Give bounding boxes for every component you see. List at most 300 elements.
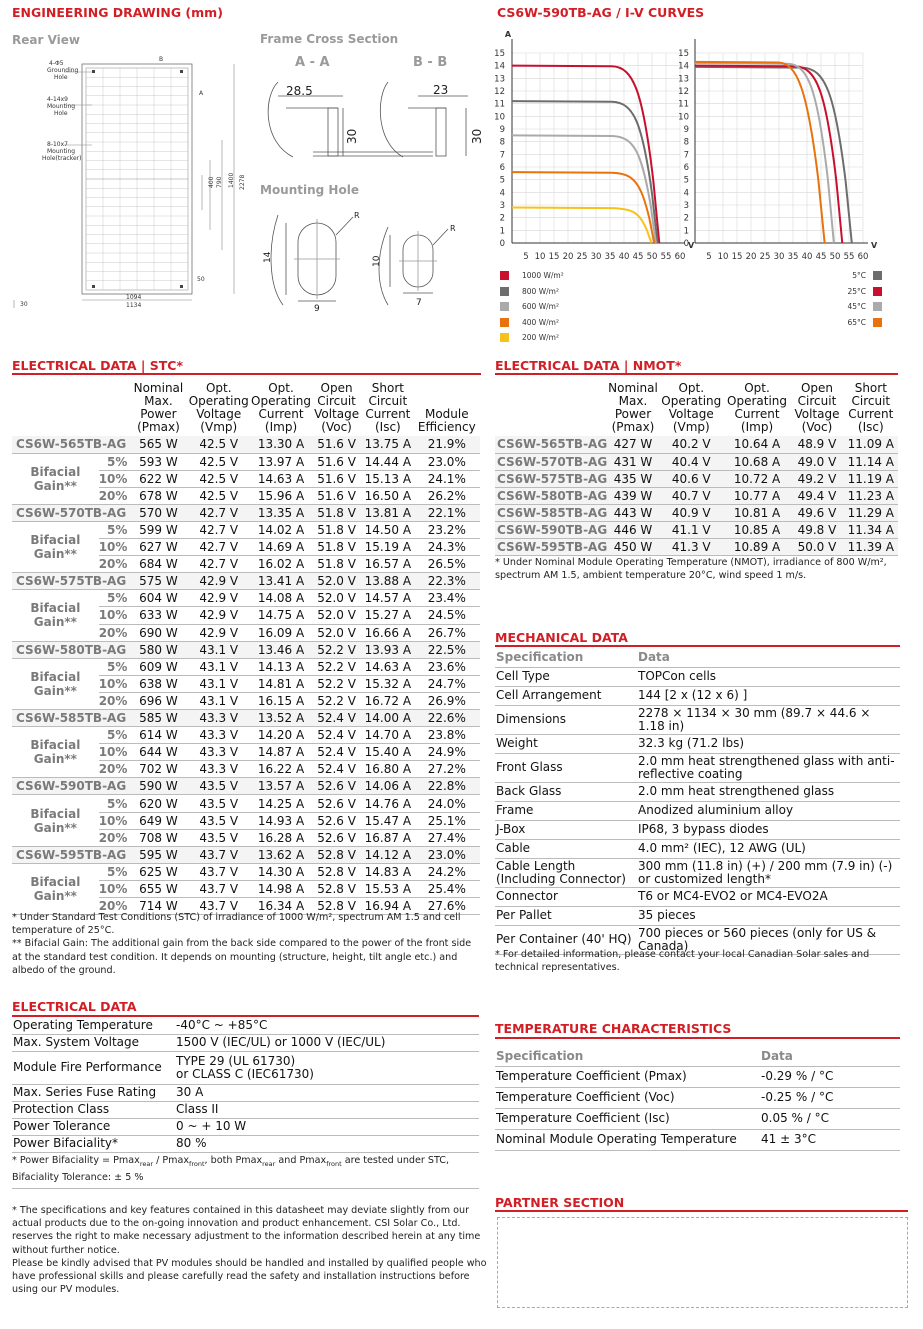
y-tick-label: 3 [499, 201, 505, 211]
section-aa-label: A - A [295, 55, 330, 70]
table-row [495, 1129, 900, 1150]
stc-cell: 43.7 V [186, 863, 251, 880]
stc-model-row [12, 641, 480, 658]
stc-cell: 14.69 A [251, 539, 311, 556]
stc-header-cell: Open Circuit Voltage (Voc) [314, 381, 360, 434]
table-header-row [495, 647, 900, 667]
nmot-cell: 49.8 V [790, 521, 843, 538]
stc-cell: 585 W [130, 710, 186, 727]
bifacial-gain-label: Bifacial Gain** [12, 453, 99, 504]
data-cell: 300 mm (11.8 in) (+) / 200 mm (7.9 in) (-) or customized length* [637, 858, 900, 887]
mechanical-title: MECHANICAL DATA [495, 630, 628, 645]
data-cell: 2.0 mm heat strengthened glass [637, 782, 900, 801]
stc-cell: 655 W [130, 880, 186, 897]
dim-bb-height: 30 [470, 128, 484, 144]
nmot-header-cell: Nominal Max. Power (Pmax) [608, 381, 658, 434]
stc-cell: 23.4% [414, 590, 480, 607]
table-row [12, 1034, 479, 1051]
stc-header-cell: Nominal Max. Power (Pmax) [133, 381, 184, 434]
stc-gain-row [12, 795, 480, 812]
stc-cell: 52.8 V [311, 898, 362, 915]
table-row [495, 705, 900, 734]
table-row [495, 801, 900, 820]
irradiance-legend [500, 268, 620, 346]
table-row [495, 686, 900, 705]
nmot-cell: 49.2 V [790, 470, 843, 487]
irradiance-legend-item [500, 315, 620, 331]
nmot-title: ELECTRICAL DATA | NMOT* [495, 358, 682, 373]
iv-curves-chart [488, 25, 888, 262]
dim-aa-width: 28.5 [286, 84, 313, 98]
stc-cell: 24.3% [414, 539, 480, 556]
stc-model-row [12, 504, 480, 521]
stc-cell: 13.46 A [251, 641, 311, 658]
gain-percent: 5% [99, 658, 131, 675]
spec-cell: Power Bifaciality* [12, 1135, 175, 1152]
stc-cell: 13.97 A [251, 453, 311, 470]
table-row [495, 858, 900, 887]
model-name: CS6W-580TB-AG [497, 488, 608, 503]
gain-percent: 10% [99, 812, 131, 829]
rear-view-label: Rear View [12, 33, 80, 47]
y-tick-label: 13 [678, 74, 689, 85]
nmot-note: * Under Nominal Module Operating Temperature (NMOT), irradiance of 800 W/m², spectrum AM 1.5, ambient temperature 20°C, wind speed 1 m/s. [495, 557, 887, 582]
x-tick-label: 25 [576, 252, 588, 262]
table-row [12, 1051, 479, 1084]
spec-cell: Connector [495, 887, 637, 906]
model-name: CS6W-595TB-AG [497, 540, 608, 555]
nmot-cell: 40.9 V [659, 504, 724, 521]
nmot-cell: 40.6 V [659, 470, 724, 487]
stc-cell: 16.02 A [251, 556, 311, 573]
nmot-cell: 11.19 A [844, 470, 898, 487]
stc-cell: 52.2 V [311, 675, 362, 692]
model-name: CS6W-585TB-AG [497, 505, 608, 520]
stc-cell: 24.1% [414, 470, 480, 487]
mounting-hole-note-2: Mounting [47, 103, 76, 110]
stc-cell: 22.6% [414, 710, 480, 727]
nmot-row [495, 436, 898, 453]
legend-swatch [500, 333, 509, 342]
x-tick-label: 15 [731, 252, 743, 262]
x-tick-label: 60 [674, 252, 686, 262]
nmot-cell: 446 W [607, 521, 659, 538]
x-tick-label: 40 [618, 252, 630, 262]
legend-label: 65°C [847, 317, 866, 327]
gain-percent: 5% [99, 795, 131, 812]
gain-percent: 20% [99, 624, 131, 641]
data-cell: 41 ± 3°C [760, 1129, 900, 1150]
stc-cell: 16.09 A [251, 624, 311, 641]
stc-cell: 649 W [130, 812, 186, 829]
y-tick-label: 12 [678, 87, 689, 97]
stc-cell: 42.9 V [186, 590, 251, 607]
stc-cell: 16.34 A [251, 898, 311, 915]
spec-cell: Max. Series Fuse Rating [12, 1084, 175, 1101]
y-tick-label: 7 [683, 150, 689, 161]
stc-cell: 13.81 A [362, 504, 413, 521]
model-name: CS6W-565TB-AG [497, 437, 608, 452]
table-row [495, 887, 900, 906]
frame-cross-section-label: Frame Cross Section [260, 32, 399, 46]
nmot-header-cell: Opt. Operating Voltage (Vmp) [661, 381, 722, 434]
nmot-cell: 11.14 A [844, 453, 898, 470]
stc-cell: 24.2% [414, 863, 480, 880]
gain-percent: 10% [99, 880, 131, 897]
stc-model-row [12, 846, 480, 863]
data-cell: 144 [2 x (12 x 6) ] [637, 686, 900, 705]
nmot-cell: 41.1 V [659, 521, 724, 538]
stc-cell: 575 W [130, 573, 186, 590]
spec-cell: Per Pallet [495, 906, 637, 925]
stc-title: ELECTRICAL DATA | STC* [12, 358, 184, 373]
stc-gain-row [12, 727, 480, 744]
nmot-header-row [495, 378, 898, 436]
stc-cell: 14.13 A [251, 658, 311, 675]
x-tick-label: 10 [717, 252, 729, 262]
stc-cell: 593 W [130, 453, 186, 470]
legend-swatch [500, 271, 509, 280]
stc-cell: 570 W [130, 504, 186, 521]
mechanical-note: * For detailed information, please contact your local Canadian Solar sales and technical representatives. [495, 949, 870, 974]
stc-cell: 52.6 V [311, 795, 362, 812]
gain-percent: 5% [99, 590, 131, 607]
stc-cell: 43.5 V [186, 812, 251, 829]
stc-cell: 14.70 A [362, 727, 413, 744]
y-tick-label: 11 [494, 99, 505, 110]
data-cell: -0.25 % / °C [760, 1087, 900, 1108]
table-row [495, 1087, 900, 1108]
iv-panel-2 [678, 39, 878, 262]
stc-cell: 43.5 V [186, 829, 251, 846]
stc-cell: 42.7 V [186, 539, 251, 556]
stc-cell: 696 W [130, 692, 186, 709]
legend-swatch [873, 271, 882, 280]
x-tick-label: 55 [660, 252, 672, 262]
y-tick-label: 10 [678, 112, 689, 123]
stc-cell: 43.1 V [186, 675, 251, 692]
nmot-cell: 49.0 V [790, 453, 843, 470]
stc-cell: 22.5% [414, 641, 480, 658]
x-tick-label: 5 [523, 252, 529, 262]
stc-cell: 52.8 V [311, 863, 362, 880]
gain-percent: 20% [99, 556, 131, 573]
grounding-hole-note-2: Grounding [47, 67, 79, 74]
stc-cell: 16.28 A [251, 829, 311, 846]
bifacial-gain-label: Bifacial Gain** [12, 795, 99, 846]
stc-cell: 595 W [130, 846, 186, 863]
spec-cell: Temperature Coefficient (Isc) [495, 1108, 760, 1129]
x-tick-label: 30 [590, 252, 602, 262]
stc-cell: 52.6 V [311, 778, 362, 795]
stc-cell: 24.0% [414, 795, 480, 812]
stc-cell: 24.9% [414, 744, 480, 761]
spec-cell: Cell Arrangement [495, 686, 637, 705]
x-tick-label: 50 [829, 252, 841, 262]
stc-cell: 21.9% [414, 436, 480, 453]
spec-header: Specification [495, 647, 637, 667]
stc-cell: 52.4 V [311, 761, 362, 778]
nmot-cell: 11.29 A [844, 504, 898, 521]
nmot-header-cell: Opt. Operating Current (Imp) [727, 381, 788, 434]
stc-cell: 13.75 A [362, 436, 413, 453]
table-row [12, 1101, 479, 1118]
data-cell: 32.3 kg (71.2 lbs) [637, 734, 900, 753]
iv-series-45°C [695, 63, 834, 243]
y-tick-label: 11 [678, 99, 689, 110]
stc-cell: 52.0 V [311, 573, 362, 590]
disclaimer-divider [12, 1188, 479, 1189]
stc-cell: 627 W [130, 539, 186, 556]
stc-cell: 51.8 V [311, 539, 362, 556]
stc-table [12, 378, 480, 915]
electrical-table [12, 1017, 479, 1153]
stc-cell: 14.12 A [362, 846, 413, 863]
table-row [12, 1017, 479, 1034]
tracker-hole-note-1: 8-10x7 [47, 141, 68, 148]
table-row [12, 1084, 479, 1101]
stc-cell: 23.2% [414, 521, 480, 538]
legend-label: 400 W/m² [522, 317, 559, 327]
stc-cell: 43.3 V [186, 761, 251, 778]
stc-cell: 51.6 V [311, 453, 362, 470]
gain-percent: 20% [99, 829, 131, 846]
stc-notes [12, 911, 480, 977]
y-tick-label: 9 [499, 125, 505, 135]
irradiance-legend-item [500, 299, 620, 315]
stc-cell: 42.5 V [186, 487, 251, 504]
stc-cell: 23.0% [414, 453, 480, 470]
table-row [495, 782, 900, 801]
stc-cell: 644 W [130, 744, 186, 761]
electrical-note: * Power Bifaciality = Pmax$_{rear}$ / Pmax$_{front}$, both Pmax$_{rear}$ and Pmax$_{front}$ are tested under STC, Bifaciality Tolerance: ± 5 % [12, 1155, 450, 1184]
irradiance-legend-item [500, 330, 620, 346]
legend-label: 600 W/m² [522, 302, 559, 312]
bifacial-gain-label: Bifacial Gain** [12, 658, 99, 709]
stc-cell: 15.40 A [362, 744, 413, 761]
nmot-cell: 11.09 A [844, 436, 898, 453]
bifacial-gain-label: Bifacial Gain** [12, 521, 99, 572]
mounting-hole-note-3: Hole [54, 110, 68, 117]
stc-cell: 42.5 V [186, 453, 251, 470]
stc-cell: 42.9 V [186, 624, 251, 641]
x-tick-label: 20 [745, 252, 757, 262]
y-tick-label: 1 [499, 226, 505, 237]
model-name: CS6W-570TB-AG [497, 454, 608, 469]
y-tick-label: 12 [494, 87, 505, 97]
nmot-row [495, 470, 898, 487]
spec-cell: Back Glass [495, 782, 637, 801]
y-tick-label: 2 [683, 213, 689, 224]
stc-header-cell: Opt. Operating Voltage (Vmp) [188, 381, 249, 434]
partner-title: PARTNER SECTION [495, 1195, 625, 1210]
nmot-cell: 10.89 A [724, 539, 791, 556]
nmot-cell: 40.4 V [659, 453, 724, 470]
legend-label: 5°C [852, 271, 866, 281]
x-tick-label: 10 [534, 252, 546, 262]
stc-cell: 52.0 V [311, 607, 362, 624]
gain-percent: 5% [99, 727, 131, 744]
data-cell: Class II [175, 1101, 479, 1118]
temperature-legend-item [820, 315, 882, 331]
y-tick-label: 1 [683, 226, 689, 237]
stc-model-row [12, 710, 480, 727]
nmot-cell: 11.39 A [844, 539, 898, 556]
x-unit-label: V [688, 241, 695, 250]
stc-cell: 14.08 A [251, 590, 311, 607]
table-row [495, 839, 900, 858]
x-tick-label: 35 [604, 252, 616, 262]
stc-cell: 24.5% [414, 607, 480, 624]
stc-cell: 565 W [130, 436, 186, 453]
nmot-title-rule [495, 373, 898, 375]
y-tick-label: 14 [678, 61, 689, 72]
stc-cell: 16.22 A [251, 761, 311, 778]
gain-percent: 20% [99, 898, 131, 915]
stc-cell: 52.6 V [311, 829, 362, 846]
spec-cell: Cable [495, 839, 637, 858]
iv-series-65°C [695, 62, 825, 243]
iv-curves-title: CS6W-590TB-AG / I-V CURVES [497, 5, 705, 20]
model-name: CS6W-595TB-AG [12, 846, 130, 863]
stc-cell: 15.53 A [362, 880, 413, 897]
nmot-cell: 10.85 A [724, 521, 791, 538]
spec-cell: J-Box [495, 820, 637, 839]
stc-cell: 26.7% [414, 624, 480, 641]
nmot-cell: 41.3 V [659, 539, 724, 556]
disclaimer-1: * The specifications and key features contained in this datasheet may deviate slightly from our actual products due to the on-going innovation and product enhancement. CSI Solar Co., Ltd. reserves the right to make necessary adjustment to the information described herein at any time without further notice. [12, 1205, 481, 1256]
frame-cross-section-drawing [258, 72, 488, 172]
x-unit-label: V [871, 241, 878, 250]
temperature-table [495, 1046, 900, 1151]
nmot-table [495, 378, 898, 556]
stc-cell: 13.57 A [251, 778, 311, 795]
y-tick-label: 6 [683, 163, 689, 173]
stc-cell: 678 W [130, 487, 186, 504]
data-cell: T6 or MC4-EVO2 or MC4-EVO2A [637, 887, 900, 906]
mounting-hole-note-1: 4-14x9 [47, 96, 68, 103]
stc-cell: 638 W [130, 675, 186, 692]
stc-cell: 702 W [130, 761, 186, 778]
nmot-cell: 10.64 A [724, 436, 791, 453]
stc-cell: 52.8 V [311, 880, 362, 897]
x-tick-label: 20 [562, 252, 574, 262]
stc-cell: 27.6% [414, 898, 480, 915]
stc-cell: 14.63 A [251, 470, 311, 487]
stc-header-cell: Opt. Operating Current (Imp) [251, 381, 312, 434]
dim-1400: 1400 [228, 172, 235, 188]
gain-percent: 5% [99, 453, 131, 470]
stc-cell: 42.9 V [186, 607, 251, 624]
legend-label: 200 W/m² [522, 333, 559, 343]
gain-percent: 10% [99, 607, 131, 624]
legend-swatch [500, 287, 509, 296]
dim-hole2-width: 7 [416, 298, 422, 308]
stc-model-row [12, 436, 480, 453]
stc-cell: 22.1% [414, 504, 480, 521]
gain-percent: 5% [99, 863, 131, 880]
legend-swatch [500, 302, 509, 311]
tracker-hole-note-3: Hole(tracker) [42, 155, 82, 162]
stc-cell: 13.52 A [251, 710, 311, 727]
nmot-cell: 10.72 A [724, 470, 791, 487]
bifacial-gain-label: Bifacial Gain** [12, 863, 99, 914]
model-name: CS6W-590TB-AG [497, 523, 608, 538]
gain-percent: 10% [99, 744, 131, 761]
stc-cell: 14.25 A [251, 795, 311, 812]
spec-cell: Dimensions [495, 705, 637, 734]
mechanical-table [495, 647, 900, 955]
nmot-row [495, 521, 898, 538]
stc-cell: 51.6 V [311, 470, 362, 487]
section-bb-label: B - B [413, 55, 448, 70]
stc-cell: 14.83 A [362, 863, 413, 880]
section-mark-b: B [159, 56, 164, 63]
stc-cell: 24.7% [414, 675, 480, 692]
y-tick-label: 10 [494, 112, 505, 123]
stc-cell: 620 W [130, 795, 186, 812]
stc-cell: 42.7 V [186, 556, 251, 573]
stc-cell: 14.06 A [362, 778, 413, 795]
y-tick-label: 9 [683, 125, 689, 135]
dim-aa-height: 30 [345, 128, 359, 144]
legend-swatch [500, 318, 509, 327]
stc-cell: 14.87 A [251, 744, 311, 761]
grounding-hole-note-1: 4-Φ5 [49, 60, 64, 67]
electrical-title: ELECTRICAL DATA [12, 999, 137, 1014]
x-tick-label: 35 [787, 252, 799, 262]
y-unit-label: A [504, 30, 512, 39]
dim-790: 790 [216, 176, 223, 188]
nmot-cell: 10.68 A [724, 453, 791, 470]
stc-cell: 16.72 A [362, 692, 413, 709]
stc-cell: 43.1 V [186, 641, 251, 658]
dim-1134: 1134 [126, 302, 142, 309]
temperature-legend [820, 268, 882, 330]
nmot-cell: 10.81 A [724, 504, 791, 521]
temperature-legend-item [820, 284, 882, 300]
stc-cell: 684 W [130, 556, 186, 573]
table-row [495, 1108, 900, 1129]
x-tick-label: 45 [815, 252, 827, 262]
stc-cell: 52.4 V [311, 744, 362, 761]
bifacial-gain-label: Bifacial Gain** [12, 590, 99, 641]
y-tick-label: 4 [683, 188, 689, 199]
stc-title-rule [12, 373, 481, 375]
gain-percent: 20% [99, 487, 131, 504]
stc-cell: 52.0 V [311, 590, 362, 607]
model-name: CS6W-570TB-AG [12, 504, 130, 521]
spec-cell: Protection Class [12, 1101, 175, 1118]
x-tick-label: 15 [548, 252, 560, 262]
stc-model-row [12, 573, 480, 590]
stc-gain-row [12, 658, 480, 675]
disclaimer-2: Please be kindly advised that PV modules should be handled and installed by qualified people who have professional skills and please carefully read the safety and installation instructions before using our PV modules. [12, 1257, 487, 1296]
table-row [495, 906, 900, 925]
stc-cell: 14.63 A [362, 658, 413, 675]
stc-cell: 52.2 V [311, 658, 362, 675]
nmot-cell: 49.4 V [790, 487, 843, 504]
stc-cell: 13.30 A [251, 436, 311, 453]
x-tick-label: 60 [857, 252, 869, 262]
nmot-row [495, 487, 898, 504]
stc-cell: 15.47 A [362, 812, 413, 829]
stc-cell: 43.1 V [186, 692, 251, 709]
stc-cell: 14.44 A [362, 453, 413, 470]
y-tick-label: 15 [678, 49, 689, 59]
stc-cell: 43.7 V [186, 898, 251, 915]
stc-cell: 52.0 V [311, 624, 362, 641]
